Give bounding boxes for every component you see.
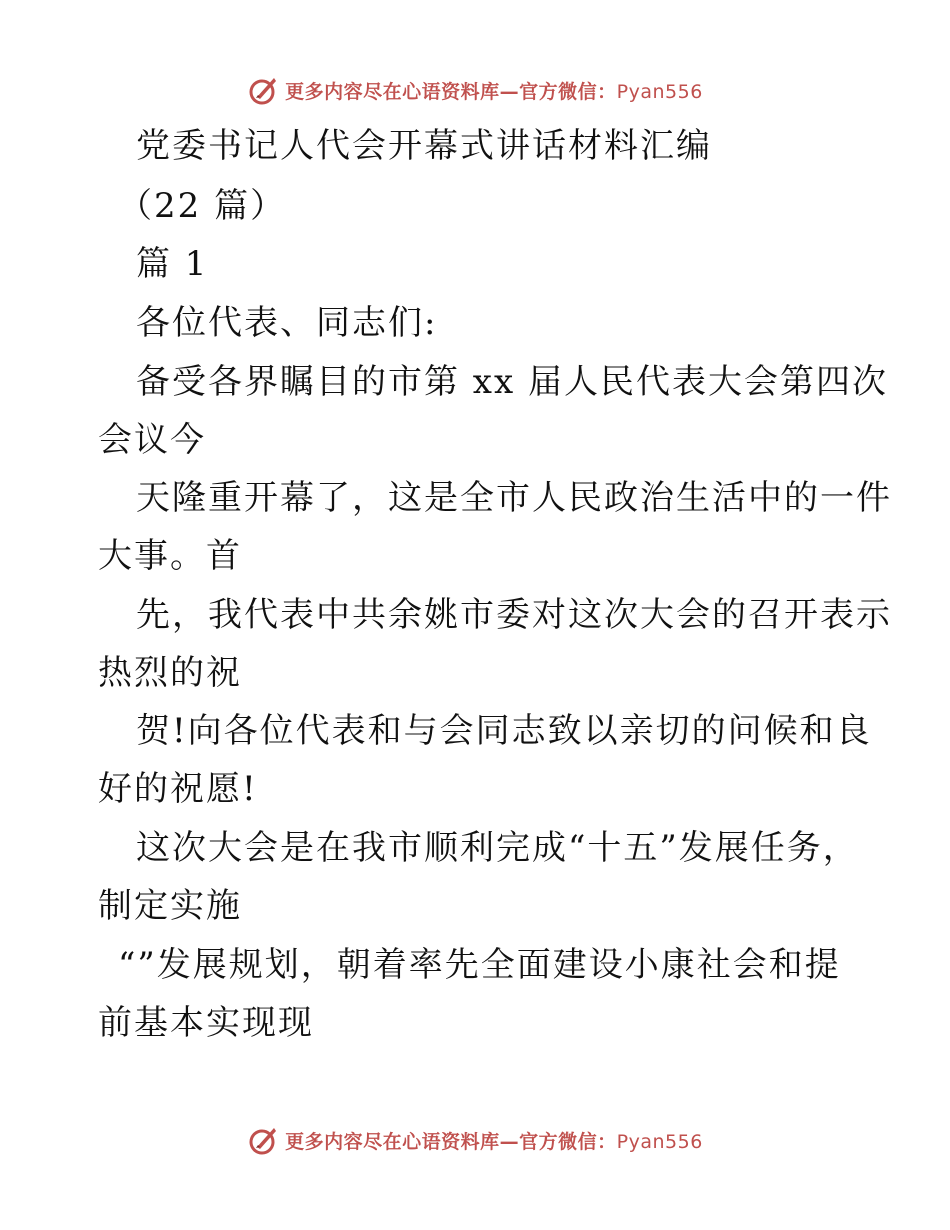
- paragraph-line: 前基本实现现: [98, 1003, 314, 1043]
- paragraph-line: 大事。首: [98, 536, 242, 576]
- document-subtitle: （22 篇）: [118, 186, 287, 226]
- paragraph-line: 贺!向各位代表和与会同志致以亲切的问候和良: [136, 711, 872, 751]
- paragraph-line: 这次大会是在我市顺利完成“十五”发展任务，: [136, 828, 859, 868]
- section-heading: 篇 1: [136, 244, 209, 284]
- paragraph-line: 热烈的祝: [98, 653, 242, 693]
- footer-watermark: [0, 1120, 950, 1160]
- watermark-text: 更多内容尽在心语资料库—官方微信：Pyan556: [285, 1130, 703, 1153]
- paragraph-line: 天隆重开幕了，这是全市人民政治生活中的一件: [136, 478, 892, 518]
- paragraph-line: 先，我代表中共余姚市委对这次大会的召开表示: [136, 595, 892, 635]
- watermark-text: 更多内容尽在心语资料库—官方微信：Pyan556: [285, 80, 703, 103]
- document-title: 党委书记人代会开幕式讲话材料汇编: [136, 126, 712, 166]
- salutation: 各位代表、同志们:: [136, 303, 438, 343]
- paragraph-line: “”发展规划，朝着率先全面建设小康社会和提: [118, 945, 841, 985]
- paragraph-line: 会议今: [98, 420, 206, 460]
- quill-logo-icon: [247, 73, 281, 107]
- paragraph-line: 备受各界瞩目的市第 xx 届人民代表大会第四次: [136, 362, 888, 402]
- paragraph-line: 好的祝愿!: [98, 769, 258, 809]
- paragraph-line: 制定实施: [98, 886, 242, 926]
- header-watermark: [0, 70, 950, 110]
- quill-logo-icon: [247, 1123, 281, 1157]
